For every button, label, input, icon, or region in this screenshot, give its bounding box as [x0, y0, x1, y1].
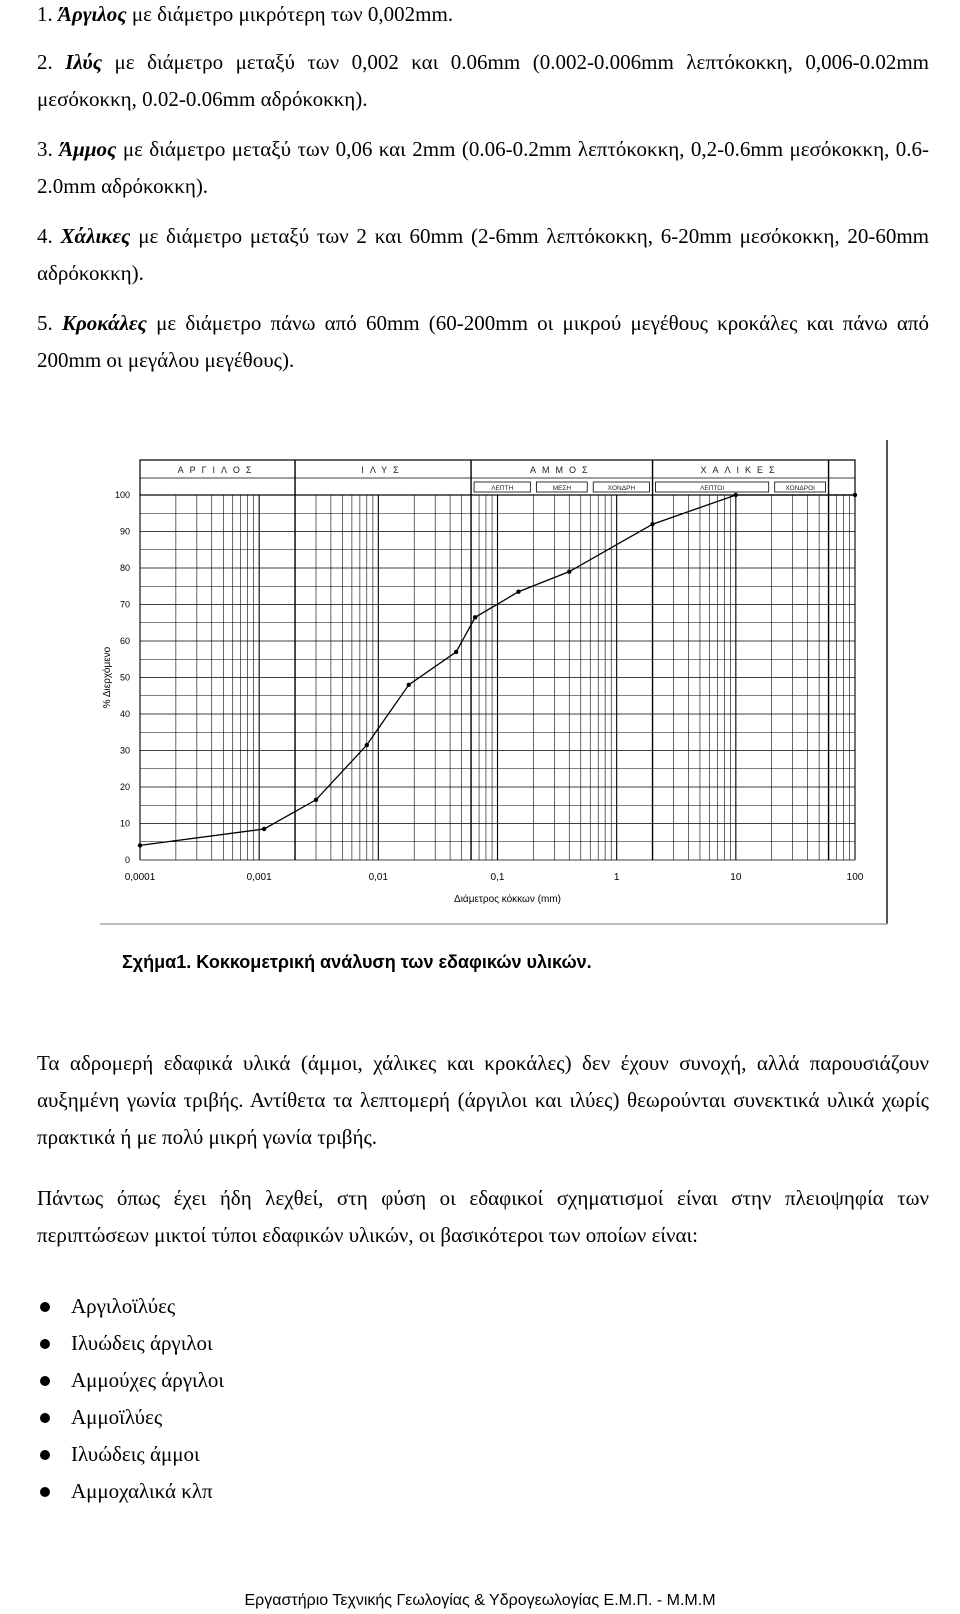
- y-tick-label: 40: [119, 709, 130, 719]
- data-point: [734, 493, 738, 497]
- bullet-icon: [40, 1302, 50, 1312]
- soil-types-list: [37, 1288, 224, 1510]
- list-item: Αμμούχες άργιλοι: [37, 1362, 224, 1399]
- item-text: με διάμετρο μικρότερη των 0,002mm.: [126, 2, 454, 26]
- data-point: [473, 615, 477, 619]
- y-tick-label: 20: [119, 782, 130, 792]
- item-text: με διάμετρο μεταξύ των 2 και 60mm (2-6mm λεπτόκοκκη, 6-20mm μεσόκοκκη, 20-60mm αδρόκοκκη).: [37, 224, 930, 285]
- item-text: με διάμετρο μεταξύ των 0,06 και 2mm (0.06-0.2mm λεπτόκοκκη, 0,2-0.6mm μεσόκοκκη, 0.6-2.0mm αδρόκοκκη).: [37, 137, 930, 198]
- sub-band-label: ΛΕΠΤΗ: [491, 485, 514, 492]
- y-tick-label: 10: [119, 818, 130, 829]
- item-term: Χάλικες: [60, 224, 131, 248]
- data-point: [365, 743, 369, 747]
- item-text: με διάμετρο μεταξύ των 0,002 και 0.06mm (0.002-0.006mm λεπτόκοκκη, 0,006-0.02mm μεσόκοκκη, 0.02-0.06mm αδρόκοκκη).: [37, 50, 930, 111]
- list-item: Αμμοϊλύες: [37, 1399, 224, 1436]
- header-band-label: ΙΛΥΣ: [361, 465, 405, 475]
- item-term: Κροκάλες: [61, 311, 147, 335]
- figure-caption: Σχήμα1. Κοκκομετρική ανάλυση των εδαφικών υλικών.: [122, 952, 592, 972]
- x-tick-label: 0,01: [368, 872, 389, 883]
- header-band-label: ΑΡΓΙΛΟΣ: [177, 465, 258, 475]
- data-point: [407, 683, 411, 687]
- item-term: Άμμος: [59, 137, 117, 161]
- paragraph-mixed-types: Πάντως όπως έχει ήδη λεχθεί, στη φύση οι εδαφικοί σχηματισμοί είναι στην πλειοψηφία των περιπτώσεων μικτοί τύποι εδαφικών υλικών, οι βασικότεροι των οποίων είναι:: [37, 1186, 929, 1247]
- item-term: Ιλύς: [65, 50, 103, 74]
- data-point: [138, 843, 142, 847]
- header-band-label: ΧΑΛΙΚΕΣ: [700, 465, 781, 475]
- bullet-icon: [40, 1339, 50, 1349]
- sub-band-label: ΜΕΣΗ: [552, 485, 572, 492]
- data-point: [567, 569, 571, 573]
- item-term: Άργιλος: [58, 2, 127, 26]
- data-point: [262, 827, 266, 831]
- paragraph-coarse-fine: Τα αδρομερή εδαφικά υλικά (άμμοι, χάλικες και κροκάλες) δεν έχουν συνοχή, αλλά παρουσιάζουν αυξημένη γωνία τριβής. Αντίθετα τα λεπτομερή (άργιλοι και ιλύες) θεωρούνται συνεκτικά υλικά χωρίς πρακτικά ή με πολύ μικρή γωνία τριβής.: [37, 1051, 929, 1149]
- y-tick-label: 80: [119, 563, 130, 573]
- data-point: [454, 650, 458, 654]
- sub-band-label: ΛΕΠΤΟΙ: [700, 485, 725, 492]
- bullet-icon: [40, 1413, 50, 1423]
- definition-item-5: [37, 305, 929, 379]
- data-point: [516, 590, 520, 594]
- list-item: Αμμοχαλικά κλπ: [37, 1473, 224, 1510]
- x-axis-label: Διάμετρος κόκκων (mm): [454, 894, 561, 905]
- data-point: [650, 522, 654, 526]
- y-tick-label: 30: [119, 745, 130, 756]
- page-footer: Εργαστήριο Τεχνικής Γεωλογίας & Υδρογεωλογίας Ε.Μ.Π. - Μ.Μ.Μ: [244, 1592, 716, 1609]
- item-number: 2.: [37, 50, 53, 74]
- list-item: Αργιλοϊλύες: [37, 1288, 224, 1325]
- x-tick-label: 1: [613, 872, 620, 883]
- data-point: [314, 798, 318, 802]
- data-point: [853, 493, 857, 497]
- x-tick-label: 0,1: [490, 872, 505, 883]
- item-number: 5.: [37, 311, 53, 335]
- y-tick-label: 0: [124, 855, 130, 865]
- item-number: 1.: [37, 2, 53, 26]
- sub-band-label: ΧΟΝΔΡΗ: [607, 485, 636, 492]
- definition-item-2: [37, 44, 929, 118]
- x-tick-label: 100: [846, 872, 864, 883]
- y-tick-label: 90: [119, 526, 130, 537]
- x-tick-label: 0,0001: [124, 872, 156, 883]
- y-tick-label: 100: [114, 490, 130, 500]
- list-item: Ιλυώδεις άμμοι: [37, 1436, 224, 1473]
- item-number: 3.: [37, 137, 53, 161]
- bullet-icon: [40, 1450, 50, 1460]
- y-tick-label: 50: [119, 672, 130, 683]
- x-tick-label: 10: [730, 872, 742, 883]
- item-text: με διάμετρο πάνω από 60mm (60-200mm οι μικρού μεγέθους κροκάλες και πάνω από 200mm οι μεγάλου μεγέθους).: [37, 311, 930, 372]
- definition-item-1: [37, 0, 929, 33]
- y-tick-label: 70: [119, 599, 130, 610]
- list-item: Ιλυώδεις άργιλοι: [37, 1325, 224, 1362]
- sub-band-label: ΧΟΝΔΡΟΙ: [785, 485, 815, 492]
- y-tick-label: 60: [119, 636, 130, 646]
- grain-size-chart: [100, 440, 915, 950]
- header-band-label: ΑΜΜΟΣ: [530, 465, 594, 475]
- item-number: 4.: [37, 224, 53, 248]
- definition-item-3: [37, 131, 929, 205]
- chart-svg: [100, 440, 915, 950]
- y-axis-label: % Διερχόμενο: [102, 646, 113, 709]
- bullet-icon: [40, 1376, 50, 1386]
- definition-item-4: [37, 218, 929, 292]
- bullet-icon: [40, 1487, 50, 1497]
- x-tick-label: 0,001: [246, 872, 272, 883]
